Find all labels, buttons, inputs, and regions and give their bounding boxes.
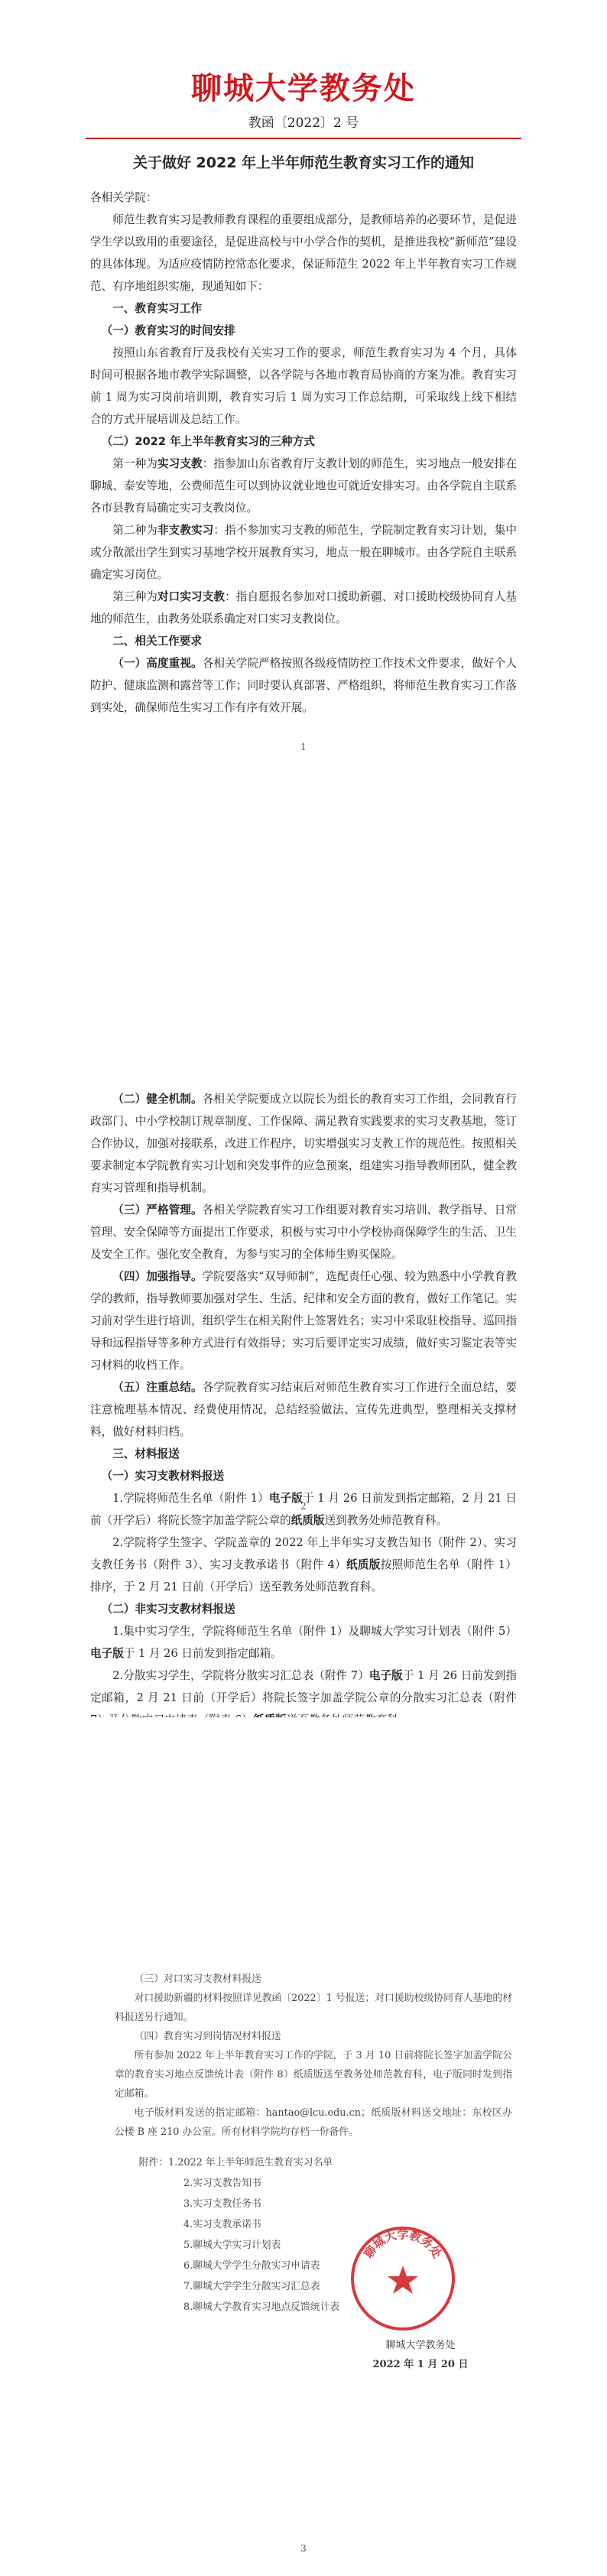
section-1-heading: 一、教育实习工作: [112, 302, 202, 315]
requirement-4-term: （四）加强指导。: [112, 1270, 203, 1283]
requirement-2-paragraph: [90, 1088, 517, 1199]
mode-2-term: 非支教实习: [157, 524, 214, 537]
mode-1-prefix: 第一种为: [112, 457, 157, 470]
section-3-2-heading: （二）非实习支教材料报送: [101, 1603, 235, 1616]
attachment-item: 4.实习支教承诺书: [183, 2219, 261, 2230]
section-3-4-heading: （四）教育实习到岗情况材料报送: [134, 2031, 281, 2042]
requirement-1-text: 各相关学院严格按照各级疫情防控工作技术文件要求，做好个人防护、健康监测和露营等工作；同时要认真部署、严格组织，将师范生教育实习工作落到实处，确保师范生实习工作有序有效开展。: [90, 657, 517, 714]
mode-3-term: 对口实习支教: [157, 590, 226, 603]
mode-3-prefix: 第三种为: [112, 590, 157, 603]
attachment-item: 2.实习支教告知书: [183, 2178, 261, 2189]
submit-a1-text-1: 1.学院将师范生名单（附件 1）: [112, 1492, 269, 1505]
submit-a2-bold: 纸质版: [346, 1558, 381, 1571]
requirement-3-paragraph: [90, 1199, 517, 1265]
submit-a2-text-1: 2.学院将学生签字、学院盖章的 2022 年上半年实习支教告知书（附件 2）、实习支教任务书（附件 3）、实习支教承诺书（附件 4）: [90, 1536, 517, 1571]
page-3: [0, 1717, 607, 2576]
section-3-4-text: 所有参加 2022 年上半年教育实习工作的学院，于 3 月 10 日前将院长签字加盖学院公章的教育实习地点反馈统计表（附件 8）纸质版送至教务处师范教育科，电子版同时发到指定邮箱。: [115, 2050, 512, 2100]
official-seal-icon: [346, 2221, 460, 2336]
submit-b2-text-1: 2.分散实习学生，学院将分散实习汇总表（附件 7）: [112, 1669, 369, 1682]
submit-a1-bold-2: 纸质版: [291, 1514, 325, 1527]
salutation: 各相关学院：: [90, 191, 157, 204]
submit-a2-text-2: 按照师范生名单（附件 1）排序，于 2 月 21 日前（开学后）送至教务处师范教育科。: [90, 1558, 517, 1593]
submit-b1-text-1: 1.集中实习学生，学院将师范生名单（附件 1）及聊城大学实习计划表（附件 5）: [112, 1625, 517, 1638]
section-3-3-heading: （三）对口实习支教材料报送: [134, 1973, 261, 1985]
submit-b1-bold: 电子版: [90, 1647, 124, 1660]
requirement-2-term: （二）健全机制。: [112, 1093, 203, 1106]
page-number-3: 3: [300, 2543, 307, 2554]
mode-2-text: ：指不参加实习支教的师范生，学院制定教育实习计划，集中或分散派出学生到实习基地学校开展教育实习，地点一般在聊城市。由各学院自主联系确定实习岗位。: [90, 524, 517, 581]
section-1-2-heading: （二）2022 年上半年教育实习的三种方式: [101, 435, 315, 448]
signature-date: 2022 年 1 月 20 日: [372, 2359, 469, 2370]
mode-1-text: ：指参加山东省教育厅支教计划的师范生，实习地点一般安排在聊城、泰安等地，公费师范生可以到协议就业地也可就近安排实习。由各学院自主联系各市县教育局确定实习支教岗位。: [90, 457, 517, 515]
requirement-2-text: 各相关学院要成立以院长为组长的教育实习工作组，会同教育行政部门、中小学校制订规章制度、工作保障、满足教育实践要求的实习支教基地，签订合作协议，加强对接联系，改进工作程序，切实增强实习支教工作的规范性。按照相关要求制定本学院教育实习计划和突发事件的应急预案，组建实习指导教师团队，健全教育实习管理和指导机制。: [90, 1093, 517, 1194]
requirement-5-text: 各学院教育实习结束后对师范生教育实习工作进行全面总结，要注意梳理基本情况、经费使用情况，总结经验做法、宣传先进典型，整理相关支撑材料，做好材料归档。: [90, 1381, 517, 1438]
page-number-2: 2: [300, 1501, 307, 1512]
section-1-1-text: 按照山东省教育厅及我校有关实习工作的要求，师范生教育实习为 4 个月，具体时间可根据各地市教学实际调整，以各学院与各地市教育局协商的方案为准。教育实习前 1 周为实习岗前培训期，教育实习后 1 周为实习工作总结期，可采取线上线下相结合的方式开展培训及总结工作。: [90, 346, 517, 426]
submit-a1-text-3: 送到教务处师范教育科。: [324, 1514, 448, 1527]
submit-b1-paragraph: [90, 1620, 517, 1665]
requirement-1-term: （一）高度重视。: [112, 657, 203, 670]
submit-b1-text-2: 于 1 月 26 日前发到指定邮箱。: [123, 1647, 282, 1660]
submit-b2-bold-1: 电子版: [368, 1669, 403, 1682]
section-3-3-text: 对口援助新疆的材料按照详见教函〔2022〕1 号报送；对口援助校级协同育人基地的材料报送另行通知。: [115, 1993, 512, 2023]
attachment-item: 7.聊城大学学生分散实习汇总表: [183, 2281, 320, 2292]
email-address-paragraph: 电子版材料发送的指定邮箱：hantao@lcu.edu.cn；纸质版材料送交地址：东校区办公楼 B 座 210 办公室。所有材料学院均存档一份备件。: [115, 2107, 512, 2138]
attachment-item: 8.聊城大学教育实习地点反馈统计表: [183, 2302, 340, 2313]
page-1: [0, 0, 607, 859]
section-3-1-heading: （一）实习支教材料报送: [101, 1470, 225, 1483]
intro-paragraph: 师范生教育实习是教师教育课程的重要组成部分，是教师培养的必要环节，是促进学生学以致用的重要途径，是促进高校与中小学合作的契机，是推进我校“新师范”建设的具体体现。为适应疫情防控常态化要求，保证师范生 2022 年上半年教育实习工作规范、有序地组织实施，现通知如下：: [90, 213, 517, 293]
page-1-body: [90, 187, 517, 719]
requirement-4-paragraph: [90, 1265, 517, 1376]
requirement-4-text: 学院要落实“双导师制”，选配责任心强、较为熟悉中小学教育教学的教师，指导教师要加强对学生、生活、纪律和安全方面的教育，做好工作笔记。实习前对学生进行培训，组织学生在相关附件上签署姓名；实习中采取驻校指导、巡回指导和远程指导等多种方式进行有效指导；实习后要评定实习成绩，做好实习鉴定表等实习材料的收档工作。: [90, 1270, 517, 1372]
mode-1-paragraph: [90, 453, 517, 519]
attachment-item: 5.聊城大学实习计划表: [183, 2240, 281, 2251]
requirement-3-term: （三）严格管理。: [112, 1204, 203, 1217]
attachment-label: 附件：: [138, 2157, 168, 2168]
page-2: [0, 859, 607, 1717]
attachment-item: 3.实习支教任务书: [183, 2198, 261, 2210]
seal-text: 聊城大学教务处: [361, 2227, 445, 2261]
submit-a1-text-2: 于 1 月 26 日前发到指定邮箱，2 月 21 日前（开学后）将院长签字加盖学院公章的: [90, 1492, 517, 1527]
mode-2-paragraph: [90, 519, 517, 586]
page-2-body: [90, 1088, 517, 1731]
document-number: 教函〔2022〕2 号: [248, 115, 359, 131]
requirement-3-text: 各相关学院教育实习工作组要对教育实习培训、教学指导、日常管理、安全保障等方面提出工作要求，积极与实习中小学校协商保障学生的生活、卫生及安全工作。强化安全教育，为参与实习的全体师生购买保险。: [90, 1204, 517, 1261]
attachment-item: [115, 2152, 512, 2173]
mode-2-prefix: 第二种为: [112, 524, 157, 537]
mode-3-paragraph: [90, 586, 517, 630]
requirement-5-paragraph: [90, 1376, 517, 1443]
mode-3-text: ：指自愿报名参加对口援助新疆、对口援助校级协同育人基地的师范生，由教务处联系确定对口实习支教岗位。: [90, 590, 517, 625]
section-1-1-heading: （一）教育实习的时间安排: [101, 324, 235, 337]
signature-org: 聊城大学教务处: [385, 2340, 456, 2351]
issuing-org: 聊城大学教务处: [191, 71, 416, 106]
page-number-1: 1: [300, 742, 307, 752]
requirement-5-term: （五）注重总结。: [112, 1381, 203, 1394]
submit-b2-text-2: 于 1 月 26 日前发到指定邮箱，2 月 21 日前（开学后）将院长签字加盖学院公章的分散实习汇总表（附件: [90, 1669, 517, 1704]
section-3-heading: 三、材料报送: [112, 1447, 180, 1460]
document-title: 关于做好 2022 年上半年师范生教育实习工作的通知: [132, 154, 475, 171]
red-divider: [86, 138, 521, 139]
section-2-heading: 二、相关工作要求: [112, 635, 202, 648]
attachment-item: 6.聊城大学学生分散实习申请表: [183, 2260, 320, 2272]
attachment-1: 1.2022 年上半年师范生教育实习名单: [168, 2157, 333, 2168]
submit-a1-bold-1: 电子版: [268, 1492, 303, 1505]
submit-a2-paragraph: [90, 1532, 517, 1598]
requirement-1-paragraph: [90, 652, 517, 719]
mode-1-term: 实习支教: [157, 457, 203, 470]
